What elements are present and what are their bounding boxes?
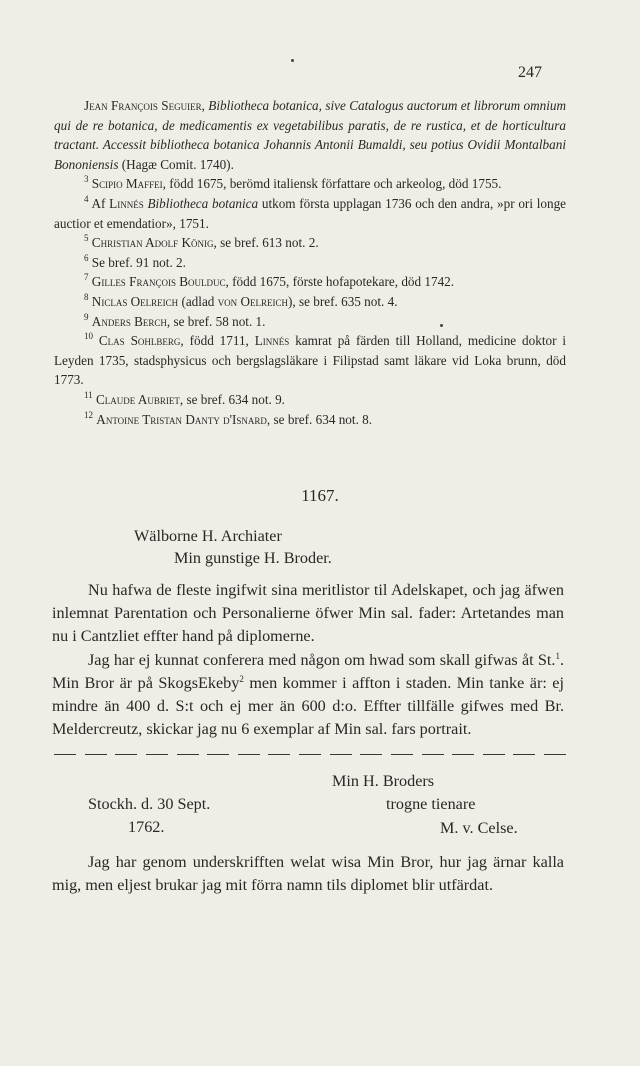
footnote-4: $^4$ Af Linnés Bibliotheca botanica utkom första upplagan 1736 och den andra, »pr ori longe auctior et emendatior», 1751. xyxy=(54,193,567,231)
footnote-11: $^{11}$ Claude Aubriet, se bref. 634 not. 9. xyxy=(84,389,285,407)
signature: M. v. Celse. xyxy=(440,819,518,837)
letter-year: 1762. xyxy=(128,818,165,836)
footnotes xyxy=(54,96,566,429)
salutation-line-1: Wälborne H. Archiater xyxy=(134,527,282,545)
footnote-3: $^3$ Scipio Maffei, född 1675, berömd italiensk författare och arkeolog, död 1755. xyxy=(84,174,502,192)
letter-paragraph-1: Nu hafwa de fleste ingifwit sina meritlistor til Adelskapet, och jag äfwen inlemnat Parentation och Personalierne öfwer Min sal. fader: Artetandes man nu i Cantzliet effter hand på diplomerne. xyxy=(52,581,564,646)
salutation-line-2: Min gunstige H. Broder. xyxy=(174,549,332,567)
place-date: Stockh. d. 30 Sept. xyxy=(88,795,211,813)
footnote-6: $^6$ Se bref. 91 not. 2. xyxy=(84,252,186,270)
closing-line-1: Min H. Broders xyxy=(332,772,435,790)
ink-speck xyxy=(291,59,294,62)
footnote-12: $^{12}$ Antoine Tristan Danty d'Isnard, se bref. 634 not. 8. xyxy=(84,409,373,427)
footnote-5: $^5$ Christian Adolf König, se bref. 613 not. 2. xyxy=(84,233,319,251)
footnote-10: $^{10}$ Clas Sohlberg, född 1711, Linnés kamrat på färden till Holland, medicine doktor i Leyden 1735, stadsphysicus och bergslagsläkare i Filipstad samt läkare vid Loka brunn, död 1773. xyxy=(54,331,567,388)
letter-number: 1167. xyxy=(301,486,339,505)
closing-line-2: trogne tienare xyxy=(386,795,476,813)
footnote-9: $^9$ Anders Berch, se bref. 58 not. 1. xyxy=(84,311,266,329)
letter-body xyxy=(52,579,564,741)
footnote-7: $^7$ Gilles François Boulduc, född 1675, förste hofapotekare, död 1742. xyxy=(84,272,455,290)
page-number: 247 xyxy=(518,64,542,81)
postscript: Jag har genom underskrifften welat wisa Min Bror, hur jag ärnar kalla mig, men eljest brukar jag mit förra namn tils diplomet blir utfärdat. xyxy=(52,853,564,895)
dashed-separator xyxy=(54,746,566,755)
footnote-8: $^8$ Niclas Oelreich (adlad von Oelreich), se bref. 635 not. 4. xyxy=(84,291,398,309)
footnote-2: Jean François Seguier, Bibliotheca botanica, sive Catalogus auctorum et librorum omnium qui de re botanica, de medicamentis ex vegetabilibus paratis, de re rustica, et de horticultura tractant. Accessit bibliotheca botanica Johannis Antonii Bumaldi, seu potius Ovidii Montalbani Bononiensis (Hagæ Comit. 1740). xyxy=(54,98,566,172)
ink-speck xyxy=(440,324,443,327)
letter-paragraph-2: Jag har ej kunnat conferera med någon om hwad som skall gifwas åt St.$^1$. Min Bror är på SkogsEkeby$^2$ men kommer i affton i staden. Min tanke är: ej mindre än 400 d. S:t och ej mer än 600 d:o. Effter tillfälle gifwes med Br. Meldercreutz, skickar jag nu 6 exemplar af Min sal. fars portrait. xyxy=(52,650,564,739)
